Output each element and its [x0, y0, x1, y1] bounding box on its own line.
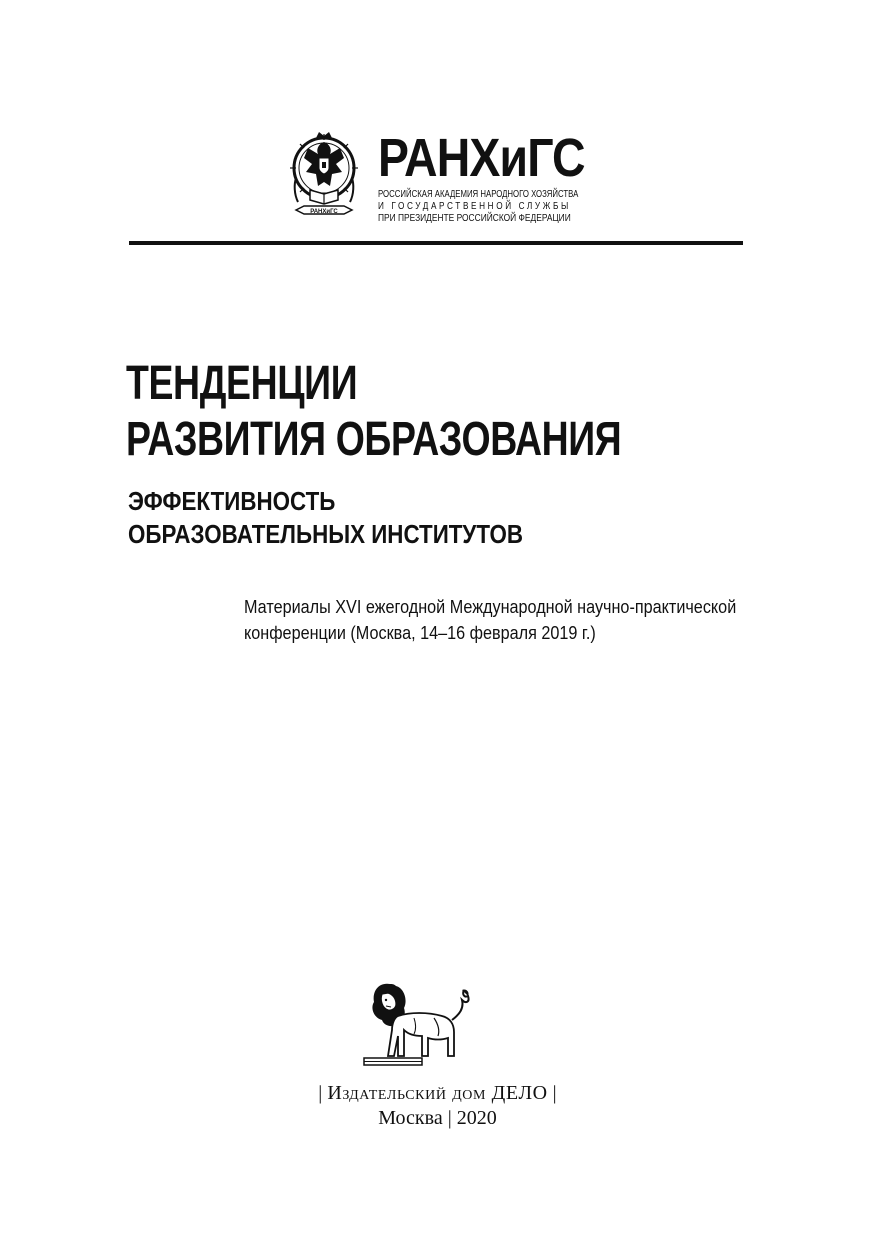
brand-block	[378, 128, 635, 225]
book-subtitle-line-2: ОБРАЗОВАТЕЛЬНЫХ ИНСТИТУТОВ	[128, 519, 523, 549]
brand-name: РАНХиГС	[378, 128, 585, 188]
lion-logo-icon	[358, 978, 474, 1070]
brand-line-2: И ГОСУДАРСТВЕННОЙ СЛУЖБЫ	[378, 201, 571, 212]
ranepa-emblem-icon	[288, 128, 360, 224]
brand-line-3: ПРИ ПРЕЗИДЕНТЕ РОССИЙСКОЙ ФЕДЕРАЦИИ	[378, 213, 571, 224]
publisher-separator-right: |	[552, 1082, 557, 1104]
conference-note-line-2: конференции (Москва, 14–16 февраля 2019 г.)	[244, 623, 596, 643]
book-title	[126, 356, 621, 468]
header-divider	[129, 241, 743, 245]
brand-line-1: РОССИЙСКАЯ АКАДЕМИЯ НАРОДНОГО ХОЗЯЙСТВА	[378, 189, 579, 200]
book-title-line-1: ТЕНДЕНЦИИ	[126, 357, 358, 410]
publication-separator: |	[447, 1107, 452, 1129]
publisher-name: Издательский дом ДЕЛО	[327, 1082, 548, 1104]
publication-year: 2020	[456, 1107, 497, 1129]
conference-note	[244, 594, 736, 646]
publisher-separator-left: |	[318, 1082, 323, 1104]
publisher-line	[0, 1081, 875, 1105]
book-subtitle	[128, 485, 523, 551]
publication-place-line	[0, 1106, 875, 1130]
emblem-banner-text: РАНХиГС	[310, 209, 338, 215]
book-title-line-2: РАЗВИТИЯ ОБРАЗОВАНИЯ	[126, 413, 622, 466]
publication-city: Москва	[378, 1107, 443, 1129]
conference-note-line-1: Материалы XVI ежегодной Международной научно-практической	[244, 597, 737, 617]
book-subtitle-line-1: ЭФФЕКТИВНОСТЬ	[128, 486, 336, 516]
